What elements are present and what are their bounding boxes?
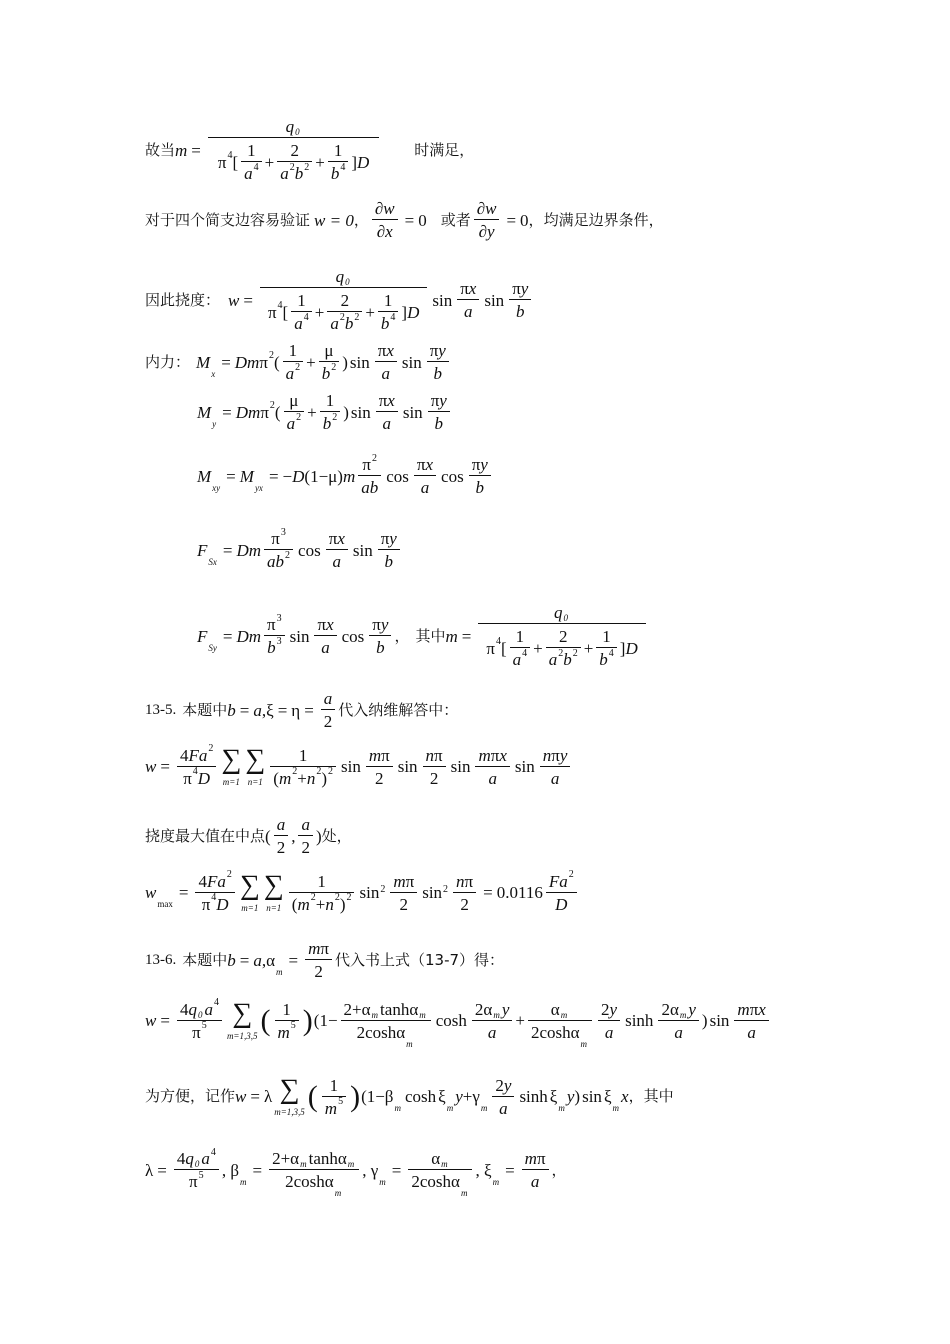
text-suffix: ， bbox=[551, 1160, 567, 1179]
text: 代入纳维解答中： bbox=[338, 700, 459, 719]
problem-label: 13-5. bbox=[145, 701, 177, 718]
equation-line-8: F Sy = Dm π 3 b 3 sin π x a cos π y b ， 其中 m = q 0 π 4 [ 1 a 4 + 2 a 2 b 2 + 1 b 4 ] D bbox=[197, 604, 649, 668]
text-suffix: 其中 bbox=[643, 1087, 674, 1105]
fraction-q0: q 0 π 4 [ 1 a 4 + 2 a 2 b 2 + 1 b 4 ] D bbox=[478, 604, 645, 668]
text-prefix: 因此挠度： bbox=[145, 290, 221, 309]
comma: ， bbox=[394, 626, 410, 645]
cond-w0: w = 0 bbox=[314, 210, 354, 230]
text: 本题中 bbox=[182, 700, 228, 719]
equation-line-13: w max = 4 Fa 2 π 4 D ∑ m=1 ∑ n=1 1 ( m 2 + n 2 ) 2 $\sin^2$ m π 2 $\sin^2$ n π 2 = 0.0116 Fa 2 D bbox=[145, 872, 580, 913]
comma: ， bbox=[628, 1087, 644, 1105]
text-prefix: 为方便，记作 bbox=[145, 1087, 236, 1105]
sum-limit-m: m=1 bbox=[222, 777, 240, 787]
text: 挠度最大值在中点 bbox=[145, 826, 266, 845]
equation-line-5: M y = Dm π 2 ( μ a 2 + 1 b 2 ) sin π x a sin π y b bbox=[197, 392, 453, 432]
sum-limit-odd: m=1,3,5 bbox=[274, 1107, 305, 1117]
equation-line-16: 为方便，记作 w = λ ∑ m=1,3,5 ( 1 m 5 ) (1−β m cosh ξ m y +γ m 2 y a sinh ξ m y ) sin ξ m x ， 其中 bbox=[145, 1074, 674, 1118]
comma: ， bbox=[528, 210, 544, 229]
text-prefix: 其中 bbox=[415, 626, 446, 645]
text-prefix: 故当 bbox=[145, 140, 176, 159]
fraction-q0: q 0 π 4 [ 1 a 4 + 2 a 2 b 2 + 1 b 4 ] D bbox=[208, 118, 379, 182]
equation-line-17: λ = 4 q 0 a 4 π 5 , β m = 2+α m tanhα m 2coshα m , γ m = α m 2coshα m , ξ m = m π a ， bbox=[145, 1146, 567, 1198]
text-prefix: 内力： bbox=[145, 352, 191, 371]
equation-line-11: w = 4 Fa 2 π 4 D ∑ m=1 ∑ n=1 1 ( m 2 + n 2 ) 2 sin m π 2 sin n π 2 sin m π x a sin n π y a bbox=[145, 746, 573, 787]
text-prefix: 对于四个简支边容易验证 bbox=[145, 210, 311, 229]
text-suffix: 均满足边界条件， bbox=[543, 210, 664, 229]
equation-line-15: w = 4 q 0 a 4 π 5 ∑ m=1,3,5 ( 1 m 5 ) (1− 2+α m tanhα m 2coshα m cosh 2α m y a + α m 2coshα m 2 y a sinh 2α m y a ) sin m π x a bbox=[145, 1000, 772, 1041]
equation-line-4: 内力： M x = Dm π 2 ( 1 a 2 + μ b 2 ) sin π x a sin π y b bbox=[145, 342, 452, 382]
text-suffix: 时满足， bbox=[414, 140, 475, 159]
text: 本题中 bbox=[182, 950, 228, 969]
text-suffix: 处， bbox=[321, 826, 352, 845]
equation-line-3: 因此挠度： w = q 0 π 4 [ 1 a 4 + 2 a 2 b 2 + 1 b 4 ] D sin π x a sin π y b bbox=[145, 268, 534, 332]
sum-limit-odd: m=1,3,5 bbox=[226, 1031, 258, 1041]
equation-line-2: 对于四个简支边容易验证 w = 0 ， ∂ w ∂ x = 0 或者 ∂ w ∂ y = 0 ， 均满足边界条件， bbox=[145, 199, 664, 241]
text-or: 或者 bbox=[440, 210, 471, 229]
equation-line-1: 故当 m = q 0 π 4 [ 1 a 4 + 2 a 2 b 2 + 1 b 4 ] D 时满足， bbox=[145, 117, 475, 183]
equation-line-7: F Sx = Dm π 3 ab 2 cos π x a sin π y b bbox=[197, 530, 403, 570]
sum-limit-m: m=1 bbox=[241, 903, 259, 913]
equation-line-12: 挠度最大值在中点 ( $\frac{a}{2}$ , $\frac{a}{2}$ ) 处， bbox=[145, 815, 352, 857]
wmax-coefficient: 0.0116 bbox=[496, 883, 543, 902]
fraction-q0: q 0 π 4 [ 1 a 4 + 2 a 2 b 2 + 1 b 4 ] D bbox=[260, 268, 427, 332]
problem-13-6-header: 13-6. 本题中 b = a ,α m = m π 2 代入书上式（13-7）得： bbox=[145, 939, 505, 981]
problem-13-5-header: 13-5. 本题中 b = a ,ξ = η = $\frac{a}{2}$ 代入纳维解答中： bbox=[145, 689, 459, 731]
sum-limit-n: n=1 bbox=[266, 903, 282, 913]
text: 代入书上式（13-7）得： bbox=[335, 950, 505, 969]
problem-label: 13-6. bbox=[145, 951, 177, 968]
comma: ， bbox=[353, 210, 369, 229]
sum-limit-n: n=1 bbox=[247, 777, 263, 787]
equation-line-6: M xy = M yx = − D (1−μ) m π 2 ab cos π x a cos π y b bbox=[197, 456, 494, 496]
